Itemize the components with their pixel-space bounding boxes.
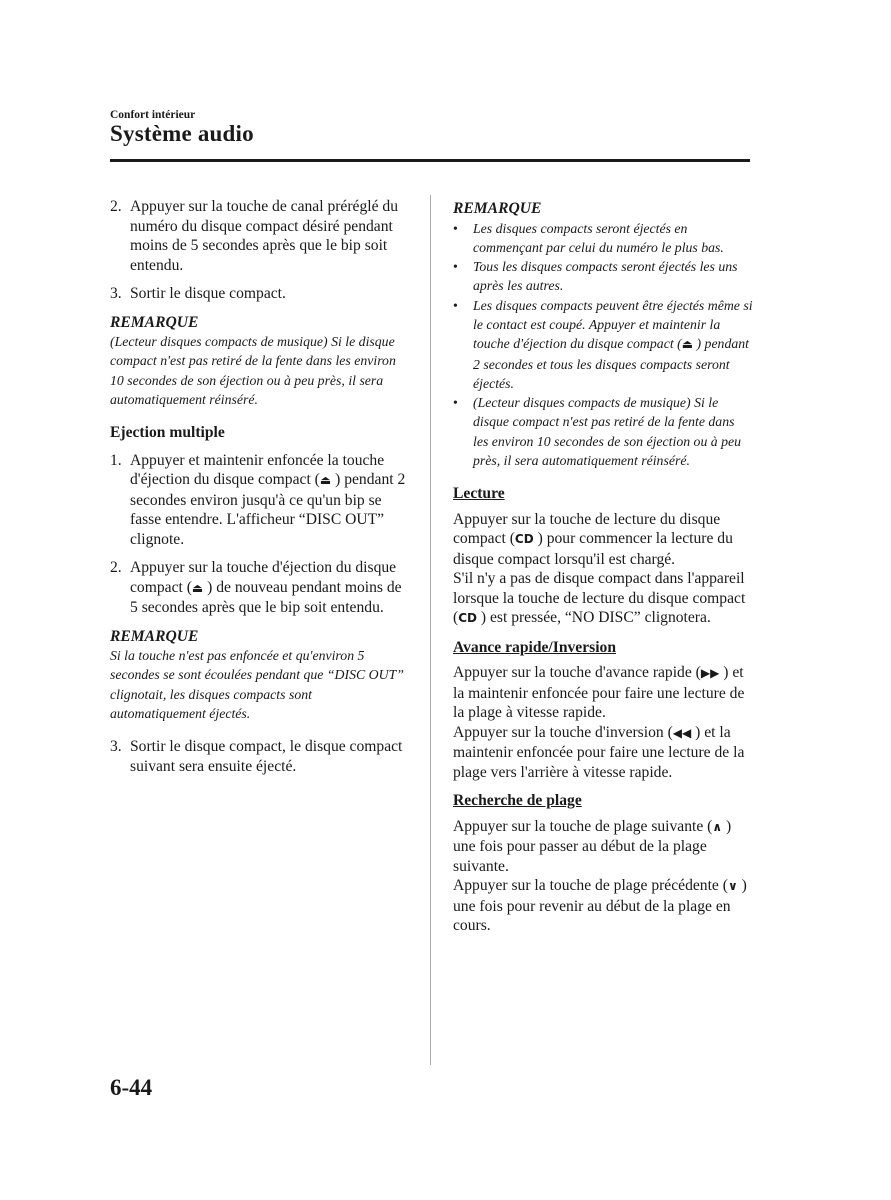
bullet-icon: •	[453, 259, 458, 275]
page-number: 6-44	[110, 1075, 153, 1100]
note-text: Si la touche n'est pas enfoncée et qu'environ 5 secondes se sont écoulées pendant que “DISC OUT” clignotait, les disques compacts sont automatiquement éjectés.	[110, 648, 404, 722]
note-bullet: • Les disques compacts seront éjectés en commençant par celui du numéro le plus bas.	[453, 219, 753, 258]
step-text: Sortir le disque compact.	[130, 285, 286, 302]
step-number: 2.	[110, 198, 122, 215]
column-divider	[430, 195, 431, 1065]
step-3-remove	[110, 284, 410, 304]
step-text: Appuyer sur la touche de canal préréglé du numéro du disque compact désiré pendant moins de 5 secondes après que le bip soit entendu.	[130, 198, 399, 274]
left-column	[110, 197, 410, 785]
page-title: Système audio	[110, 121, 254, 146]
right-column	[453, 197, 753, 936]
eject-step-2	[110, 558, 410, 618]
cd-icon: CD	[514, 532, 534, 547]
next-track-paragraph: Appuyer sur la touche de plage suivante (∧ ) une fois pour passer au début de la plage suivante.	[453, 817, 732, 875]
previous-track-paragraph: Appuyer sur la touche de plage précédente (∨ ) une fois pour revenir au début de la plage en cours.	[453, 877, 747, 935]
step-2-preset	[110, 197, 410, 275]
bullet-icon: •	[453, 220, 458, 236]
note-heading: REMARQUE	[110, 627, 199, 645]
step-number: 1.	[110, 451, 122, 469]
rewind-icon: ◀◀	[672, 725, 692, 740]
step-text: Appuyer et maintenir enfoncée la touche d'éjection du disque compact (⏏ ) pendant 2 secondes environ jusqu'à ce qu'un bip se fasse entendre. L'afficheur “DISC OUT” clignote.	[130, 451, 406, 548]
section-label: Confort intérieur	[110, 109, 196, 121]
play-heading: Lecture	[453, 485, 505, 503]
step-number: 3.	[110, 285, 122, 302]
multiple-eject-heading: Ejection multiple	[110, 424, 225, 442]
note-bullets	[453, 219, 753, 471]
note-bullet: • (Lecteur disques compacts de musique) Si le disque compact n'est pas retiré de la fente dans les environ 10 secondes de son éjection ou à peu près, il sera automatiquement réinséré.	[453, 393, 753, 470]
reverse-paragraph: Appuyer sur la touche d'inversion (◀◀ ) et la maintenir enfoncée pour faire une lecture de la plage vers l'arrière à vitesse rapide.	[453, 723, 745, 781]
step-number: 2.	[110, 559, 122, 577]
eject-step-1	[110, 451, 410, 550]
note-heading: REMARQUE	[110, 313, 199, 331]
cd-icon: CD	[458, 611, 477, 626]
note-bullet: • Les disques compacts peuvent être éjectés même si le contact est coupé. Appuyer et maintenir la touche d'éjection du disque compact (⏏ ) pendant 2 secondes et tous les disques compacts seront éjectés.	[453, 296, 753, 393]
title-rule	[110, 159, 750, 162]
bullet-icon: •	[453, 395, 458, 411]
bullet-icon: •	[453, 297, 458, 313]
eject-icon: ⏏	[319, 473, 332, 488]
play-paragraph-2: S'il n'y a pas de disque compact dans l'appareil lorsque la touche de lecture du disque compact (CD ) est pressée, “NO DISC” clignotera.	[453, 570, 746, 627]
fast-forward-reverse-heading: Avance rapide/Inversion	[453, 638, 617, 656]
step-text: Sortir le disque compact, le disque compact suivant sera ensuite éjecté.	[130, 738, 403, 775]
track-search-heading: Recherche de plage	[453, 792, 582, 810]
eject-icon: ⏏	[191, 580, 204, 595]
eject-icon: ⏏	[681, 337, 694, 352]
step-number: 3.	[110, 738, 122, 756]
eject-step-3	[110, 737, 410, 776]
note-bullet: • Tous les disques compacts seront éjectés les uns après les autres.	[453, 257, 753, 296]
play-paragraph-1: Appuyer sur la touche de lecture du disque compact (CD ) pour commencer la lecture du disque compact lorsqu'il est chargé.	[453, 510, 733, 568]
note-text: (Lecteur disques compacts de musique) Si le disque compact n'est pas retiré de la fente dans les environ 10 secondes de son éjection ou à peu près, il sera automatiquement réinséré.	[110, 334, 396, 407]
track-up-icon: ∧	[712, 819, 723, 834]
fast-forward-icon: ▶▶	[700, 666, 720, 681]
track-down-icon: ∨	[727, 879, 738, 894]
step-text: Appuyer sur la touche d'éjection du disque compact (⏏ ) de nouveau pendant moins de 5 secondes après que le bip soit entendu.	[130, 559, 402, 617]
fast-forward-paragraph: Appuyer sur la touche d'avance rapide (▶▶ ) et la maintenir enfoncée pour faire une lecture de la plage à vitesse rapide.	[453, 664, 745, 722]
note-heading: REMARQUE	[453, 200, 542, 217]
